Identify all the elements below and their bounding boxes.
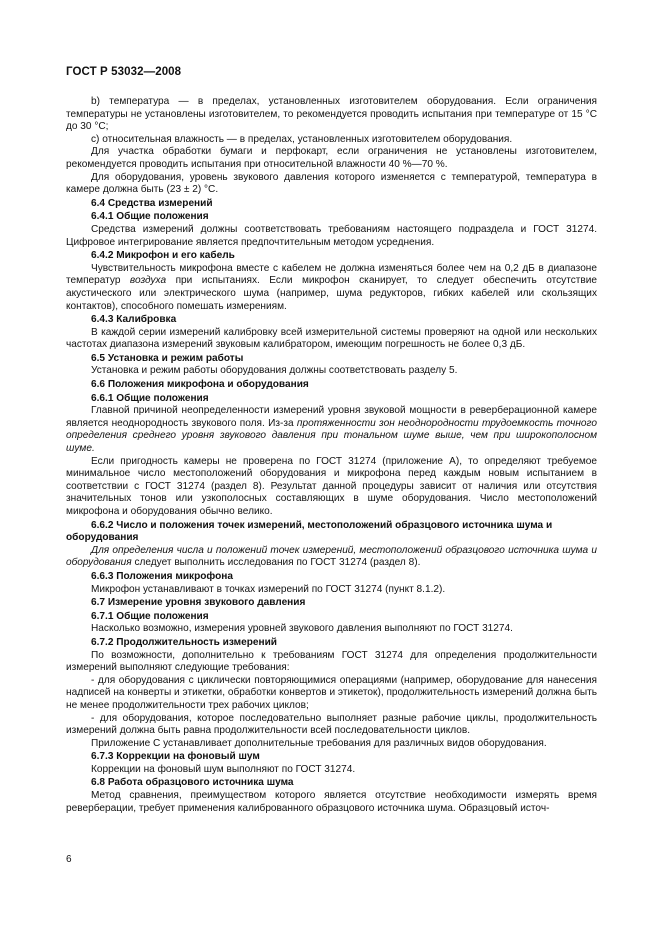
paragraph: с) относительная влажность — в пределах, установленных изготовителем оборудования.: [91, 133, 513, 145]
paragraph: b) температура — в пределах, установленных изготовителем оборудования. Если ограничения температуры не установлены изготовителем, то рекомендуется проводить испытания при температуре от 15 °С до 30 °С;: [66, 96, 597, 133]
text-run: Главной причиной неопределенности измерений уровня звуковой мощности в реверберационной камере является неоднородность звукового поля. Из-за: [66, 405, 597, 429]
italic-text: воздуха: [129, 275, 167, 287]
paragraph: Для оборудования, уровень звукового давления которого изменяется с температурой, температура в камере должна быть (23 ± 2) °С.: [66, 171, 597, 196]
section-heading: 6.7 Измерение уровня звукового давления: [91, 597, 306, 609]
italic-text: Для определения числа и положений точек измерений, местоположений образцового источника шума и оборудования: [66, 544, 597, 569]
paragraph: [66, 545, 597, 570]
paragraph: Для участка обработки бумаги и перфокарт, если ограничения не установлены изготовителем, рекомендуется проводить испытания при относительной влажности 40 %—70 %.: [66, 146, 597, 170]
page-content: [66, 96, 597, 815]
page-number: 6: [66, 854, 72, 865]
text-run: Чувствительность микрофона вместе с кабелем не должна изменяться более чем на 0,2 дБ в диапазоне температур: [66, 262, 597, 287]
paragraph: В каждой серии измерений калибровку всей измерительной системы проверяют на одной или нескольких частотах диапазона измерений звуковым калибратором, имеющим погрешность не более 0,3 дБ.: [66, 326, 597, 351]
section-heading: 6.4 Средства измерений: [91, 197, 213, 209]
list-item: - для оборудования с циклически повторяющимися операциями (например, оборудование для нанесения надписей на конверты и этикетки, обработки конвертов и этикеток), продолжительность измерений должна быть не менее продолжительности трех рабочих циклов;: [66, 674, 597, 711]
paragraph: Средства измерений должны соответствовать требованиям настоящего подраздела и ГОСТ 31274. Цифровое интегрирование является предпочтительным методом усреднения.: [66, 223, 597, 248]
paragraph: Коррекции на фоновый шум выполняют по ГОСТ 31274.: [91, 763, 356, 775]
subsection-heading: 6.6.1 Общие положения: [91, 392, 209, 404]
subsection-heading: 6.4.1 Общие положения: [91, 211, 209, 223]
subsection-heading: 6.7.2 Продолжительность измерений: [91, 636, 278, 648]
section-heading: 6.8 Работа образцового источника шума: [91, 777, 294, 789]
subsection-heading: 6.4.2 Микрофон и его кабель: [91, 250, 235, 262]
paragraph: Приложение С устанавливает дополнительные требования для различных видов оборудования.: [91, 737, 547, 749]
text-run: при испытаниях. Если микрофон сканирует, то следует обеспечить отсутствие акустического или электрического шума (например, шума редукторов, гибких кабелей или скользящих контактов), способного помешать измерениям.: [66, 275, 597, 312]
subsection-heading: 6.6.3 Положения микрофона: [91, 570, 233, 582]
subsection-heading: 6.7.3 Коррекции на фоновый шум: [91, 751, 260, 763]
paragraph: Микрофон устанавливают в точках измерений по ГОСТ 31274 (пункт 8.1.2).: [91, 583, 446, 595]
list-item: - для оборудования, которое последовательно выполняет разные рабочие циклы, продолжительность измерений должна быть равна продолжительности всей последовательности циклов.: [66, 712, 597, 737]
text-run: следует выполнить исследования по ГОСТ 31274 (раздел 8).: [131, 557, 421, 569]
section-heading: 6.6 Положения микрофона и оборудования: [91, 379, 309, 391]
section-heading: 6.5 Установка и режим работы: [91, 352, 244, 364]
paragraph: Если пригодность камеры не проверена по ГОСТ 31274 (приложение А), то определяют требуемое минимальное число местоположений оборудования и микрофона перед каждым новым испытанием в соответствии с ГОСТ 31274 (раздел 8). Результат данной процедуры зависит от наличия или отсутствия значительных тонов или узкополосных составляющих в шуме оборудования. Число местоположений микрофона и оборудования обычно велико.: [66, 455, 597, 517]
paragraph: По возможности, дополнительно к требованиям ГОСТ 31274 для определения продолжительности измерений выполняют следующие требования:: [66, 649, 597, 674]
paragraph: [66, 263, 597, 313]
paragraph: Установка и режим работы оборудования должны соответствовать разделу 5.: [91, 365, 458, 377]
subsection-heading: 6.4.3 Калибровка: [91, 314, 177, 326]
paragraph: [66, 405, 597, 455]
paragraph: Насколько возможно, измерения уровней звукового давления выполняют по ГОСТ 31274.: [91, 623, 513, 635]
paragraph: Метод сравнения, преимуществом которого является отсутствие необходимости измерять время реверберации, требует применения калиброванного образцового источника шума. Образцовый источ-: [66, 790, 597, 814]
italic-text: протяженности зон неоднородности трудоемкость точного определения среднего уровня звукового давления при тональном шуме выше, чем при широкополосном шуме.: [66, 417, 598, 455]
subsection-heading: 6.7.1 Общие положения: [91, 610, 209, 622]
document-header: ГОСТ Р 53032—2008: [66, 66, 182, 78]
subsection-heading: 6.6.2 Число и положения точек измерений, местоположений образцового источника шума и оборудования: [66, 519, 553, 544]
